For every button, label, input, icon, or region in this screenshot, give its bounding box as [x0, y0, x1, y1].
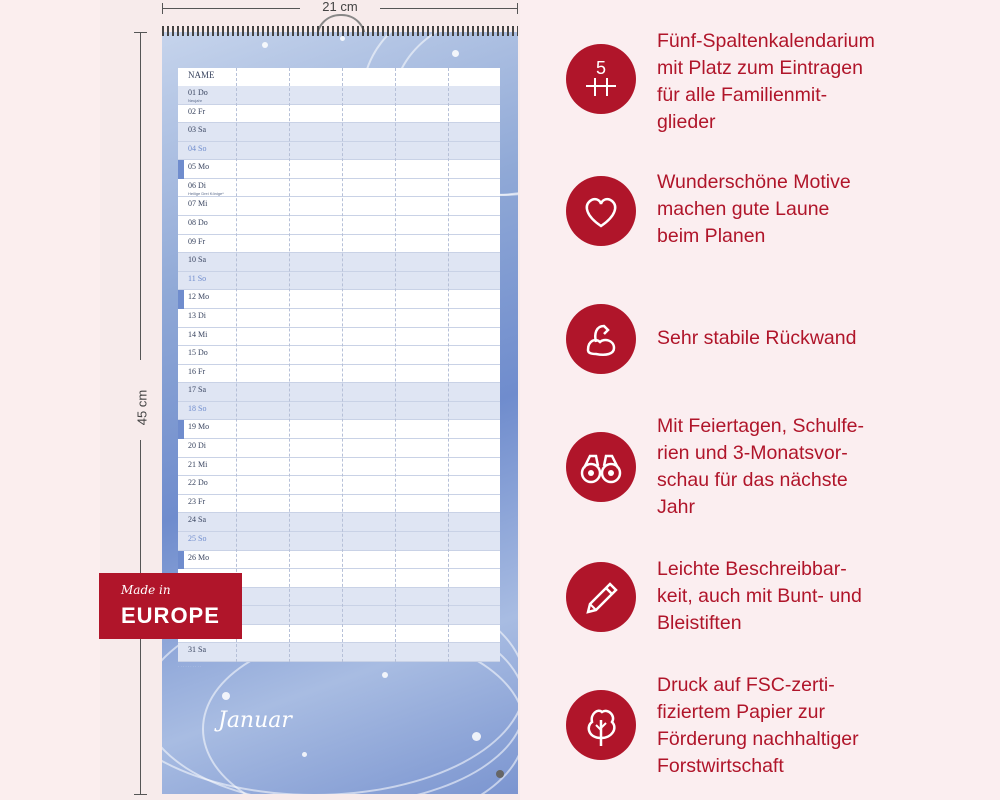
strong-arm-icon: [566, 304, 636, 374]
calendar-day-label: 22 Do: [188, 478, 208, 488]
calendar-day-row: [178, 328, 500, 347]
feature-line: Sehr stabile Rückwand: [657, 327, 857, 349]
calendar-name-header: NAME: [188, 70, 215, 80]
background-left: [0, 0, 100, 800]
calendar-day-label: 12 Mo: [188, 292, 210, 302]
feature-line: Jahr: [657, 496, 695, 518]
feature-line: Fünf-Spaltenkalendarium: [657, 30, 875, 52]
calendar-day-row: [178, 105, 500, 124]
calendar-day-label: 11 So: [188, 273, 207, 283]
calendar-week-marker: [178, 160, 184, 179]
binoculars-icon: [566, 432, 636, 502]
calendar-day-row: [178, 420, 500, 439]
calendar-day-label: 06 Di: [188, 180, 206, 190]
calendar-footnote: · · · · · · · · · ·: [178, 664, 202, 669]
calendar-day-row: [178, 513, 500, 532]
feature-text-backboard: [657, 325, 997, 352]
calendar-day-label: 05 Mo: [188, 162, 210, 172]
calendar-holiday-note: Neujahr: [188, 98, 203, 103]
calendar-column-divider: [448, 68, 449, 662]
decorative-dot: [222, 692, 230, 700]
calendar-day-row: [178, 643, 500, 662]
calendar-day-label: 26 Mo: [188, 552, 210, 562]
feature-text-writability: [657, 556, 997, 637]
feature-line: fiziertem Papier zur: [657, 701, 825, 723]
feature-line: Bleistiften: [657, 612, 742, 634]
feature-line: Forstwirtschaft: [657, 755, 784, 777]
calendar-day-label: 18 So: [188, 403, 207, 413]
calendar-day-row: [178, 216, 500, 235]
calendar-day-row: [178, 235, 500, 254]
feature-line: Mit Feiertagen, Schulfe-: [657, 415, 865, 437]
calendar-day-row: [178, 86, 500, 105]
calendar-day-row: [178, 476, 500, 495]
calendar-day-row: [178, 272, 500, 291]
calendar-day-row: [178, 309, 500, 328]
height-dimension-label: 45 cm: [134, 389, 150, 426]
calendar-day-row: [178, 495, 500, 514]
calendar-day-row: [178, 365, 500, 384]
calendar-day-label: 01 Do: [188, 88, 208, 97]
decorative-dot: [452, 50, 459, 57]
pencil-icon: [566, 562, 636, 632]
feature-line: mit Platz zum Eintragen: [657, 57, 863, 79]
feature-line: beim Planen: [657, 225, 766, 247]
calendar-day-row: [178, 197, 500, 216]
svg-text:5: 5: [595, 58, 607, 78]
calendar-day-row: [178, 346, 500, 365]
calendar-product-image: [162, 32, 518, 794]
calendar-day-row: [178, 458, 500, 477]
badge-region-text: EUROPE: [121, 603, 220, 628]
calendar-day-row: [178, 160, 500, 179]
calendar-day-row: [178, 290, 500, 309]
made-in-europe-badge: [99, 573, 242, 639]
height-dimension-tick-bottom: [134, 794, 147, 795]
width-dimension-tick-left: [162, 3, 163, 14]
calendar-column-divider: [289, 68, 290, 662]
tree-icon: [566, 690, 636, 760]
heart-icon: [566, 176, 636, 246]
decorative-dot: [472, 732, 481, 741]
calendar-column-divider: [342, 68, 343, 662]
spiral-binding: [162, 26, 518, 36]
calendar-day-row: [178, 179, 500, 198]
calendar-day-label: 10 Sa: [188, 255, 206, 265]
feature-line: machen gute Laune: [657, 198, 830, 220]
calendar-day-label: 23 Fr: [188, 496, 206, 506]
calendar-week-marker: [178, 551, 184, 570]
calendar-day-label: 14 Mi: [188, 329, 208, 339]
calendar-day-label: 02 Fr: [188, 106, 206, 116]
calendar-day-label: 21 Mi: [188, 459, 208, 469]
decorative-dot: [262, 42, 268, 48]
height-dimension-line-top: [140, 32, 141, 360]
height-dimension-tick-top: [134, 32, 147, 33]
decorative-dot: [340, 36, 345, 41]
feature-line: schau für das nächste: [657, 469, 848, 491]
calendar-day-label: 13 Di: [188, 310, 206, 320]
feature-line: rien und 3-Monatsvor-: [657, 442, 848, 464]
calendar-header-row: [178, 68, 500, 87]
calendar-day-row: [178, 123, 500, 142]
feature-text-motifs: [657, 169, 997, 250]
calendar-day-label: 03 Sa: [188, 125, 206, 135]
feature-text-columns: [657, 28, 997, 136]
badge-made-in-text: Made in: [121, 583, 171, 597]
calendar-day-row: [178, 532, 500, 551]
calendar-day-label: 20 Di: [188, 441, 206, 451]
calendar-day-row: [178, 142, 500, 161]
calendar-holiday-note: Heilige Drei Könige*: [188, 190, 224, 196]
feature-line: Wunderschöne Motive: [657, 171, 851, 193]
calendar-column-divider: [395, 68, 396, 662]
calendar-day-label: 25 So: [188, 533, 207, 543]
calendar-day-row: [178, 551, 500, 570]
width-dimension-label: 21 cm: [300, 0, 380, 14]
feature-text-holidays: [657, 413, 997, 521]
feature-line: für alle Familienmit-: [657, 84, 828, 106]
calendar-month-script: Januar: [218, 708, 292, 733]
feature-line: keit, auch mit Bunt- und: [657, 585, 862, 607]
calendar-day-label: 31 Sa: [188, 645, 206, 655]
calendar-day-label: 04 So: [188, 143, 207, 153]
feature-line: Förderung nachhaltiger: [657, 728, 859, 750]
calendar-day-row: [178, 439, 500, 458]
calendar-day-label: 16 Fr: [188, 366, 206, 376]
calendar-week-marker: [178, 420, 184, 439]
calendar-day-label: 19 Mo: [188, 422, 210, 432]
feature-line: Leichte Beschreibbar-: [657, 558, 847, 580]
calendar-day-label: 08 Do: [188, 218, 208, 228]
calendar-day-row: [178, 383, 500, 402]
feature-line: Druck auf FSC-zerti-: [657, 674, 835, 696]
calendar-day-label: 07 Mi: [188, 199, 208, 209]
five-columns-icon: [566, 44, 636, 114]
brand-logo-icon: [496, 770, 504, 778]
calendar-week-marker: [178, 290, 184, 309]
calendar-day-row: [178, 253, 500, 272]
calendar-day-label: 17 Sa: [188, 385, 206, 395]
calendar-day-row: [178, 402, 500, 421]
calendar-day-label: 24 Sa: [188, 515, 206, 525]
decorative-dot: [382, 672, 388, 678]
decorative-dot: [302, 752, 307, 757]
feature-text-fsc: [657, 672, 997, 780]
width-dimension-tick-right: [517, 3, 518, 14]
calendar-day-label: 09 Fr: [188, 236, 206, 246]
calendar-day-label: 15 Do: [188, 348, 208, 358]
feature-line: glieder: [657, 111, 716, 133]
